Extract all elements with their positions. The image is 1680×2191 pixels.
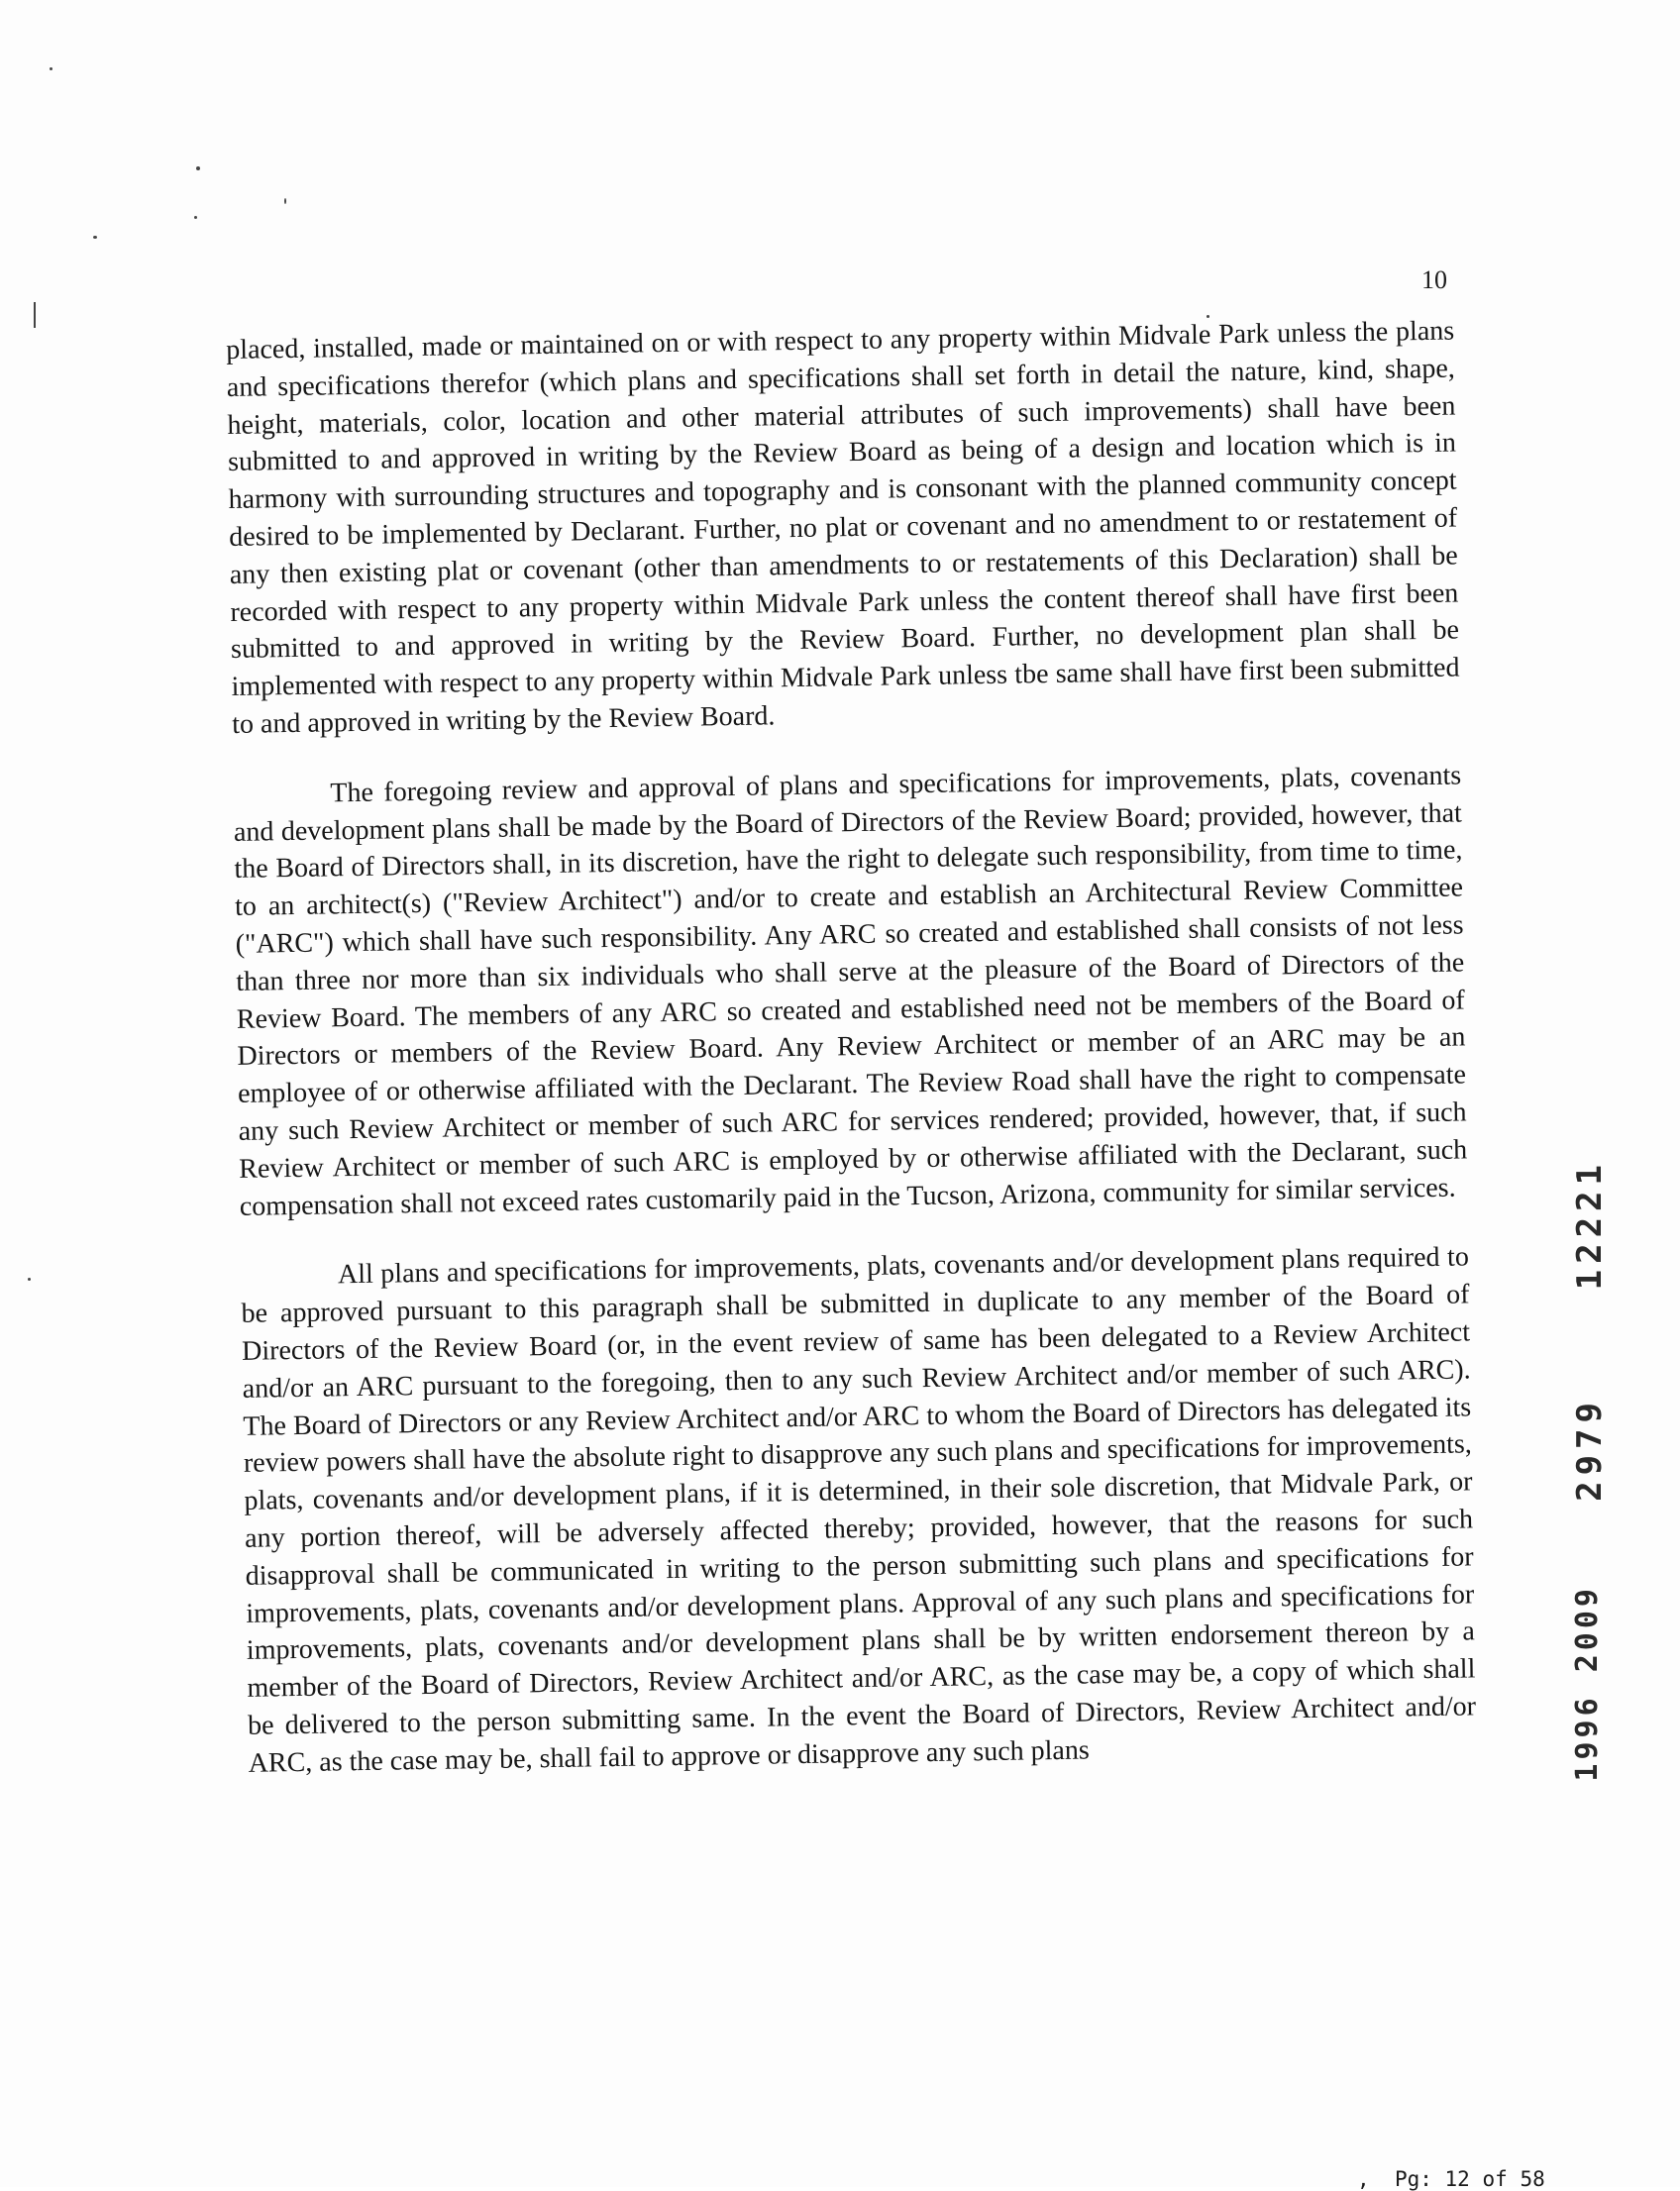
footer-of-label: of bbox=[1482, 2167, 1508, 2191]
paragraph: The foregoing review and approval of plans and specifications for improvements, plats, covenants and development plans shall be made by the Board of Directors of the Review Board; provided, however, that the Board of Directors shall, in its discretion, have the right to delegate such responsibility, from time to time, to an architect(s) ("Review Architect") and/or to create and establish an Architectural Review Committee ("ARC") which shall have such responsibility. Any ARC so created and established shall consists of not less than three nor more than six individuals who shall serve at the pleasure of the Board of Directors of the Review Board. The members of any ARC so created and established need not be members of the Board of Directors or members of the Review Board. Any Review Architect or member of an ARC may be an employee of or otherwise affiliated with the Declarant. The Review Road shall have the right to compensate any such Review Architect or member of such ARC for services rendered; provided, however, that, if such Review Architect or member of such ARC is employed by or otherwise affiliated with the Declarant, such compensation shall not exceed rates customarily paid in the Tucson, Arizona, community for similar services. bbox=[233, 760, 1468, 1222]
page-footer bbox=[1357, 2167, 1545, 2191]
paragraph: placed, installed, made or maintained on or with respect to any property within Midvale Park unless the plans and specifications therefor (which plans and specifications shall set forth in detail the nature, kind, shape, height, materials, color, location and other material attributes of such improvements) shall have been submitted to and approved in writing by the Review Board as being of a design and location which is in harmony with surrounding structures and topography and is consonant with the planned community concept desired to be implemented by Declarant. Further, no plat or covenant and no amendment to or restatement of any then existing plat or covenant (other than amendments to or restatements of this Declaration) shall be recorded with respect to any property within Midvale Park unless the content thereof shall have first been submitted to and approved in writing by the Review Board. Further, no development plan shall be implemented with respect to any property within Midvale Park unless tbe same shall have first been submitted to and approved in writing by the Review Board. bbox=[226, 315, 1460, 740]
scan-speck bbox=[50, 67, 52, 70]
scan-speck bbox=[28, 1278, 31, 1281]
scan-speck bbox=[93, 236, 97, 239]
footer-page-label: Pg: bbox=[1394, 2167, 1432, 2191]
recording-stamp bbox=[1570, 1585, 1605, 1782]
footer-page-total: 58 bbox=[1520, 2167, 1545, 2191]
recording-stamp bbox=[1570, 1397, 1610, 1502]
recording-stamp bbox=[1570, 1159, 1610, 1290]
stamp-sequence: 1996 2009 bbox=[1570, 1585, 1605, 1782]
scan-speck bbox=[34, 302, 36, 328]
paragraph: All plans and specifications for improvements, plats, covenants and/or development plans required to be approved pursuant to this paragraph shall be submitted in duplicate to any member of the Board of Directors of the Review Board (or, in the event review of same has been delegated to a Review Architect and/or an ARC pursuant to the foregoing, then to any such Review Architect and/or member of such ARC). The Board of Directors or any Review Architect and/or ARC to whom the Board of Directors has delegated its review powers shall have the absolute right to disapprove any such plans and specifications for improvements, plats, covenants and/or development plans, if it is determined, in their sole discretion, that Midvale Park, or any portion thereof, will be adversely affected thereby; provided, however, that the reasons for such disapproval shall be communicated in writing to the person submitting such plans and specifications for improvements, plats, covenants and/or development plans. Approval of any such plans and specifications for improvements, plats, covenants and/or development plans shall be by written endorsement thereon by a member of the Board of Directors, Review Architect and/or ARC, as the case may be, a copy of which shall be delivered to the person submitting same. In the event the Board of Directors, Review Architect and/or ARC, as the case may be, shall fail to approve or disapprove any such plans bbox=[241, 1241, 1477, 1779]
footer-page-current: 12 bbox=[1444, 2167, 1470, 2191]
footer-mark: , bbox=[1357, 2167, 1395, 2191]
stamp-page: 2979 bbox=[1570, 1397, 1610, 1502]
stamp-docket: 12221 bbox=[1570, 1159, 1610, 1291]
scan-speck bbox=[194, 216, 197, 219]
scan-speck bbox=[196, 166, 200, 170]
scan-speck bbox=[284, 198, 286, 204]
document-body bbox=[226, 313, 1477, 1816]
page-number: 10 bbox=[1421, 265, 1447, 294]
